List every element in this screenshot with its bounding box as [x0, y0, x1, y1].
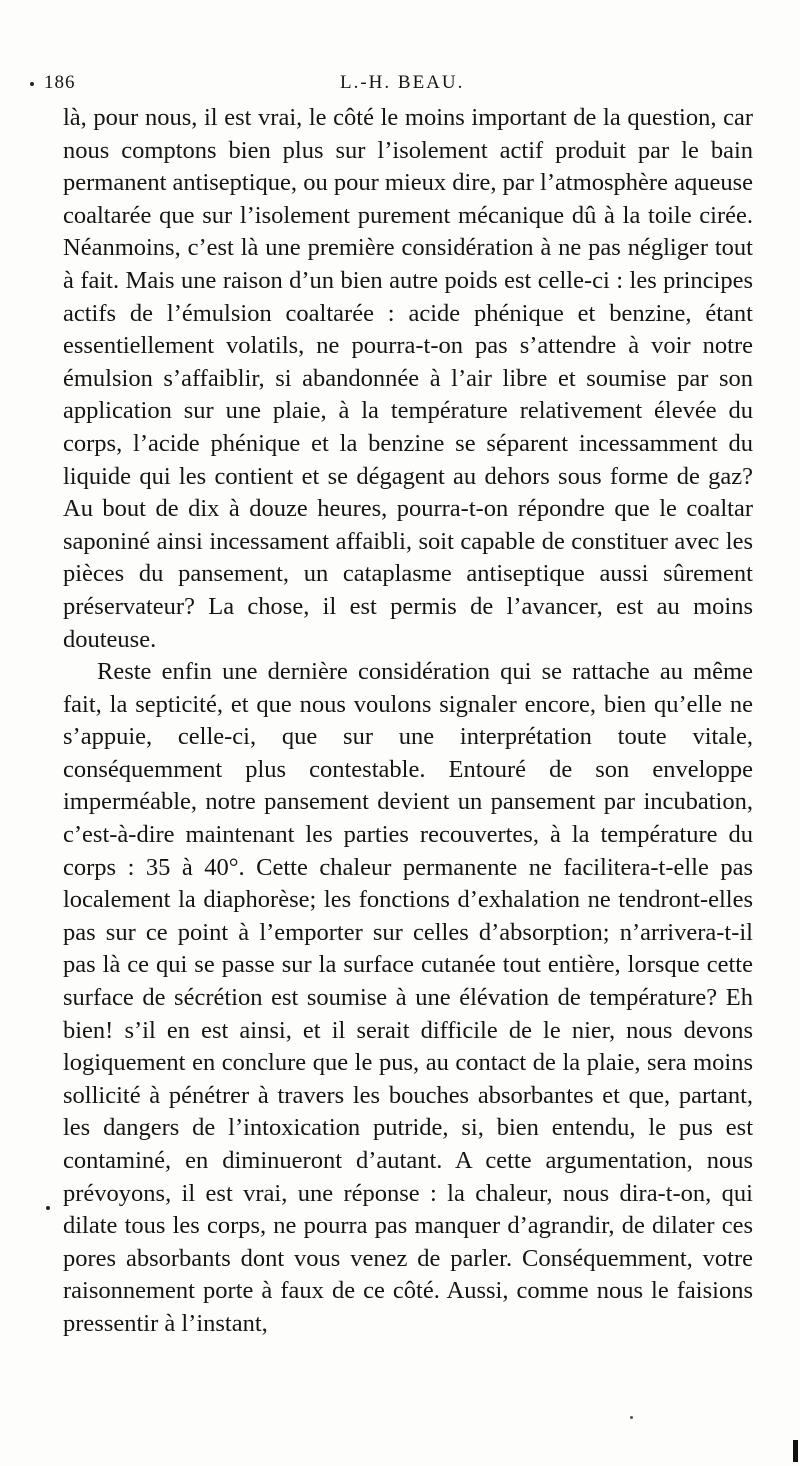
paragraph-continued: là, pour nous, il est vrai, le côté le moins important de la question, car nous comptons bien plus sur l’isolement actif produit par le bain permanent antiseptique, ou pour mieux dire, par l’atmosphère aqueuse coaltarée que sur l’isolement purement mécanique dû à la toile cirée. Néanmoins, c’est là une première considération à ne pas négliger tout à fait. Mais une raison d’un bien autre poids est celle-ci : les principes actifs de l’émulsion coaltarée : acide phénique et benzine, étant essentiellement volatils, ne pourra-t-on pas s’attendre à voir notre émulsion s’affaiblir, si abandonnée à l’air libre et soumise par son application sur une plaie, à la température relativement élevée du corps, l’acide phénique et la benzine se séparent incessamment du liquide qui les contient et se dégagent au dehors sous forme de gaz? Au bout de dix à douze heures, pourra-t-on répondre que le coaltar saponiné ainsi incessament affaibli, soit capable de constituer avec les pièces du pansement, un cataplasme antiseptique aussi sûrement préservateur? La chose, il est permis de l’avancer, est au moins douteuse. [63, 104, 753, 653]
margin-dot [46, 1206, 50, 1210]
margin-dot [30, 82, 34, 86]
page-number: 186 [44, 72, 76, 93]
running-head [40, 72, 770, 96]
body-text [63, 102, 753, 1341]
paragraph: Reste enfin une dernière considération qui se rattache au même fait, la septicité, et que nous voulons signaler encore, bien qu’elle ne s’appuie, celle-ci, que sur une interprétation toute vitale, conséquemment plus contestable. Entouré de son enveloppe imperméable, notre pansement devient un pansement par incubation, c’est-à-dire maintenant les parties recouvertes, à la température du corps : 35 à 40°. Cette chaleur permanente ne facilitera-t-elle pas localement la diaphorèse; les fonctions d’exhalation ne tendront-elles pas sur ce point à l’emporter sur celles d’absorption; n’arrivera-t-il pas là ce qui se passe sur la surface cutanée tout entière, lorsque cette surface de sécrétion est soumise à une élévation de température? Eh bien! s’il en est ainsi, et il serait difficile de le nier, nous devons logiquement en conclure que le pus, au contact de la plaie, sera moins sollicité à pénétrer à travers les bouches absorbantes et que, partant, les dangers de l’intoxication putride, si, bien entendu, le pus est contaminé, en diminueront d’autant. A cette argumentation, nous prévoyons, il est vrai, une réponse : la chaleur, nous dira-t-on, qui dilate tous les corps, ne pourra pas manquer d’agrandir, de dilater ces pores absorbants dont vous venez de parler. Conséquemment, votre raisonnement porte à faux de ce côté. Aussi, comme nous le faisions pressentir à l’instant, [63, 658, 753, 1337]
running-head-author: L.-H. BEAU. [340, 72, 465, 93]
page-edge-mark [793, 1440, 798, 1462]
speck-mark [630, 1416, 633, 1419]
